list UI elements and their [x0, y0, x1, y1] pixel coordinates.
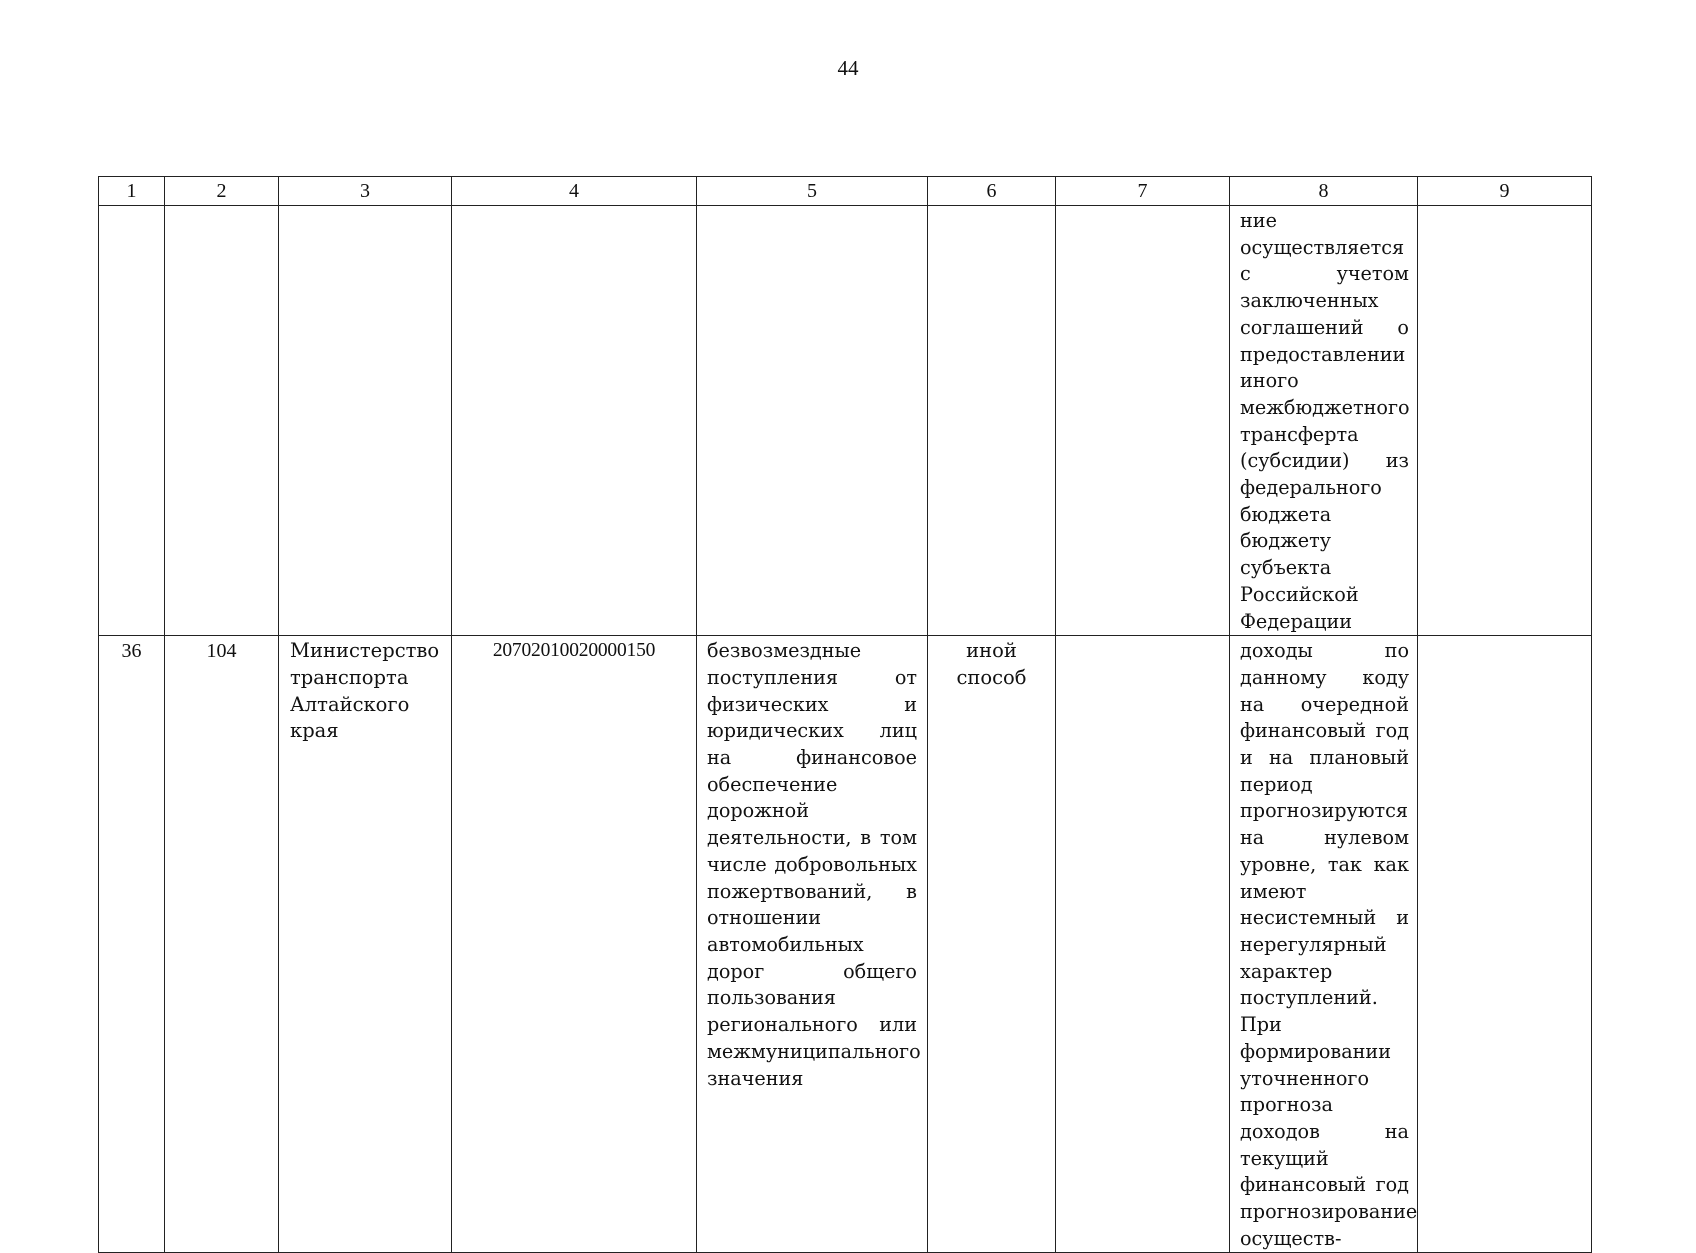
- table-row-continuation: [99, 206, 1592, 636]
- column-header-6: 6: [928, 177, 1056, 206]
- table-row-36: [99, 636, 1592, 1253]
- column-number-header-row: [99, 177, 1592, 206]
- cell-revenue-name: безвозмездные поступления от физических и юридических лиц на финансовое обеспечение дорожной деятельности, в том числе добровольных пожертвований, в отношении автомобильных дорог общего пользования регионального или межмуниципального значения: [697, 636, 928, 1253]
- cell-forecast-description: ние осуществляется с учетом заключенных соглашений о предоставлении иного межбюджетного трансферта (субсидии) из федерального бюджета бюджету субъекта Российской Федерации: [1230, 206, 1418, 636]
- column-header-3: 3: [279, 177, 452, 206]
- revenue-table: [98, 176, 1592, 1253]
- cell-number: [99, 206, 165, 636]
- cell-revenue-code: [452, 206, 697, 636]
- cell-method: иной способ: [928, 636, 1056, 1253]
- cell-administrator: Министерство транспорта Алтайского края: [279, 636, 452, 1253]
- cell-formula: [1056, 206, 1230, 636]
- cell-revenue-name: [697, 206, 928, 636]
- cell-admin-code: 104: [165, 636, 279, 1253]
- column-header-7: 7: [1056, 177, 1230, 206]
- cell-forecast-description: доходы по данному коду на очередной финансовый год и на плановый период прогнозируются на нулевом уровне, так как имеют несистемный и нерегулярный характер поступлений. При формировании уточненного прогноза доходов на текущий финансовый год прогнозирование осуществ-: [1230, 636, 1418, 1253]
- column-header-1: 1: [99, 177, 165, 206]
- cell-notes: [1418, 636, 1592, 1253]
- cell-method: [928, 206, 1056, 636]
- cell-number: 36: [99, 636, 165, 1253]
- cell-administrator: [279, 206, 452, 636]
- column-header-8: 8: [1230, 177, 1418, 206]
- cell-admin-code: [165, 206, 279, 636]
- page-number: 44: [837, 56, 859, 80]
- cell-notes: [1418, 206, 1592, 636]
- column-header-9: 9: [1418, 177, 1592, 206]
- column-header-2: 2: [165, 177, 279, 206]
- cell-revenue-code: 20702010020000150: [452, 636, 697, 1253]
- cell-formula: [1056, 636, 1230, 1253]
- column-header-4: 4: [452, 177, 697, 206]
- column-header-5: 5: [697, 177, 928, 206]
